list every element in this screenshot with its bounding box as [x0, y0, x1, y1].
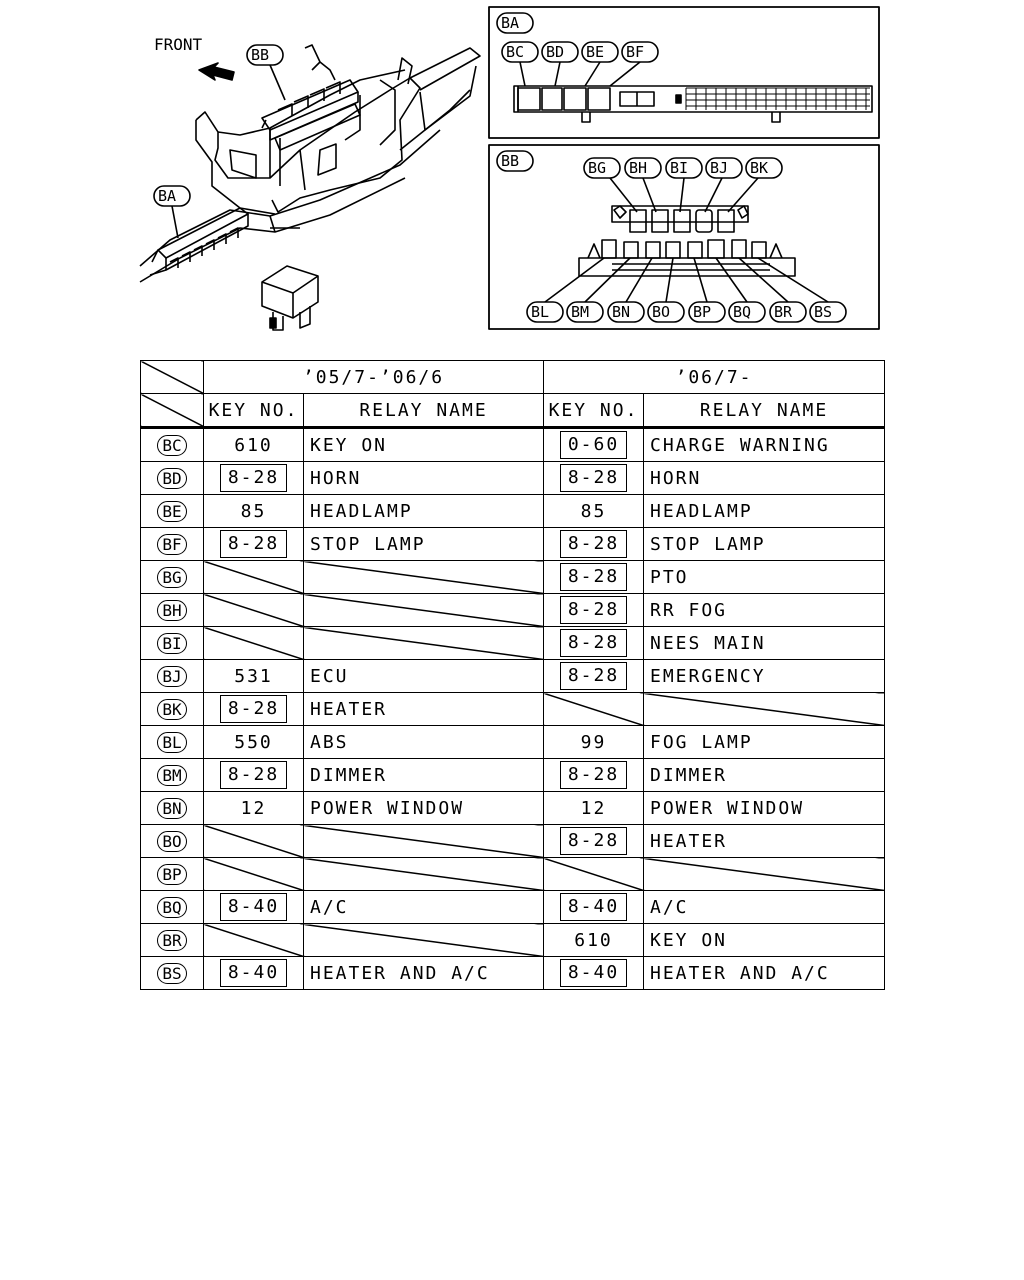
relay-name-cell: HEADLAMP — [304, 495, 544, 528]
relay-name-cell: RR FOG — [644, 594, 885, 627]
key-no-header: KEY NO. — [204, 394, 304, 428]
key-no-cell — [544, 594, 644, 627]
inset-bb-top-callouts — [584, 158, 782, 212]
connector-code-badge: BC — [157, 435, 186, 456]
svg-text:BM: BM — [571, 303, 590, 321]
key-no-value: 8-28 — [560, 530, 627, 558]
svg-text:BJ: BJ — [710, 159, 729, 177]
connector-code-badge: BO — [157, 831, 186, 852]
relay-name-cell — [304, 924, 544, 957]
svg-text:BD: BD — [546, 43, 565, 61]
key-no-cell — [544, 957, 644, 990]
key-no-cell — [544, 858, 644, 891]
relay-name-cell: KEY ON — [644, 924, 885, 957]
key-no-value: 8-28 — [220, 695, 287, 723]
relay-location-diagram — [0, 0, 1024, 345]
relay-name-cell: DIMMER — [304, 759, 544, 792]
inset-ba — [489, 7, 879, 138]
connector-code-cell — [141, 462, 204, 495]
connector-code-cell — [141, 759, 204, 792]
table-row — [141, 462, 885, 495]
inset-bb — [489, 145, 879, 329]
inset-bb-bottom-callouts — [527, 258, 846, 322]
table-row — [141, 528, 885, 561]
front-arrow-icon — [199, 63, 234, 80]
table-row — [141, 792, 885, 825]
callout-ba — [154, 186, 190, 238]
svg-text:BF: BF — [626, 43, 645, 61]
key-no-value: 610 — [234, 434, 273, 456]
key-no-cell — [204, 957, 304, 990]
svg-text:BS: BS — [814, 303, 833, 321]
key-no-cell — [204, 891, 304, 924]
svg-text:BG: BG — [588, 159, 607, 177]
column-header-row — [141, 394, 885, 428]
key-no-cell — [204, 858, 304, 891]
connector-code-badge: BG — [157, 567, 186, 588]
relay-name-cell — [304, 594, 544, 627]
key-no-cell — [204, 462, 304, 495]
svg-text:BI: BI — [670, 159, 689, 177]
relay-name-cell — [644, 858, 885, 891]
table-row — [141, 924, 885, 957]
key-no-cell — [204, 627, 304, 660]
connector-code-badge: BJ — [157, 666, 186, 687]
relay-name-cell: FOG LAMP — [644, 726, 885, 759]
table-row — [141, 561, 885, 594]
key-no-cell — [204, 528, 304, 561]
connector-code-badge: BK — [157, 699, 186, 720]
relay-name-cell: STOP LAMP — [644, 528, 885, 561]
connector-code-badge: BF — [157, 534, 186, 555]
connector-code-badge: BM — [157, 765, 186, 786]
relay-name-cell — [304, 858, 544, 891]
key-no-value: 531 — [234, 665, 273, 687]
key-no-value: 8-28 — [560, 596, 627, 624]
svg-text:BC: BC — [506, 43, 525, 61]
corner-cell — [141, 361, 204, 394]
connector-code-cell — [141, 693, 204, 726]
key-no-cell — [544, 726, 644, 759]
table-row — [141, 957, 885, 990]
relay-unit-drawing — [262, 266, 318, 330]
key-no-cell — [544, 693, 644, 726]
key-no-cell — [204, 561, 304, 594]
connector-code-cell — [141, 792, 204, 825]
connector-code-badge: BN — [157, 798, 186, 819]
key-no-cell — [544, 891, 644, 924]
key-no-value: 8-28 — [560, 761, 627, 789]
key-no-cell — [544, 561, 644, 594]
inset-ba-callouts — [502, 42, 658, 86]
svg-text:BP: BP — [693, 303, 712, 321]
key-no-value: 0-60 — [560, 431, 627, 459]
key-no-value: 8-40 — [220, 959, 287, 987]
relay-name-cell: CHARGE WARNING — [644, 428, 885, 462]
key-no-cell — [204, 759, 304, 792]
relay-name-cell: HEATER — [644, 825, 885, 858]
connector-code-cell — [141, 660, 204, 693]
table-row — [141, 495, 885, 528]
table-row — [141, 693, 885, 726]
table-row — [141, 891, 885, 924]
connector-code-badge: BS — [157, 963, 186, 984]
relay-name-cell: PTO — [644, 561, 885, 594]
key-no-cell — [544, 428, 644, 462]
relay-name-cell: ECU — [304, 660, 544, 693]
connector-code-cell — [141, 428, 204, 462]
vehicle-frame-drawing — [140, 35, 480, 330]
svg-text:BH: BH — [629, 159, 648, 177]
key-no-cell — [544, 825, 644, 858]
key-no-value: 85 — [240, 500, 267, 522]
key-no-cell — [204, 495, 304, 528]
connector-code-cell — [141, 825, 204, 858]
key-no-cell — [204, 924, 304, 957]
period-header-row — [141, 361, 885, 394]
relay-name-cell — [304, 825, 544, 858]
connector-code-cell — [141, 891, 204, 924]
relay-name-cell: HORN — [644, 462, 885, 495]
relay-name-cell — [304, 561, 544, 594]
inset-bb-title: BB — [501, 152, 520, 170]
connector-code-cell — [141, 924, 204, 957]
key-no-value: 8-28 — [220, 761, 287, 789]
key-no-value: 8-28 — [220, 464, 287, 492]
svg-text:BE: BE — [586, 43, 605, 61]
relay-name-cell: A/C — [644, 891, 885, 924]
key-no-cell — [204, 825, 304, 858]
table-row — [141, 726, 885, 759]
key-no-value: 8-28 — [220, 530, 287, 558]
connector-code-badge: BI — [157, 633, 186, 654]
svg-text:BR: BR — [774, 303, 793, 321]
relay-name-cell: DIMMER — [644, 759, 885, 792]
key-no-cell — [544, 495, 644, 528]
key-no-value: 8-28 — [560, 662, 627, 690]
relay-name-header: RELAY NAME — [644, 394, 885, 428]
key-no-value: 8-28 — [560, 563, 627, 591]
key-no-cell — [544, 627, 644, 660]
connector-code-cell — [141, 627, 204, 660]
table-row — [141, 660, 885, 693]
inset-ba-title: BA — [501, 14, 520, 32]
key-no-value: 550 — [234, 731, 273, 753]
connector-code-badge: BH — [157, 600, 186, 621]
key-no-value: 12 — [240, 797, 267, 819]
key-no-header: KEY NO. — [544, 394, 644, 428]
relay-name-cell: ABS — [304, 726, 544, 759]
relay-table — [140, 360, 885, 990]
key-no-cell — [204, 660, 304, 693]
key-no-cell — [204, 594, 304, 627]
relay-name-cell: KEY ON — [304, 428, 544, 462]
relay-name-cell: HORN — [304, 462, 544, 495]
connector-code-cell — [141, 561, 204, 594]
key-no-cell — [544, 660, 644, 693]
svg-text:BL: BL — [531, 303, 550, 321]
callout-bb — [247, 45, 285, 100]
key-no-value: 610 — [574, 929, 613, 951]
connector-code-cell — [141, 858, 204, 891]
relay-name-cell: STOP LAMP — [304, 528, 544, 561]
key-no-value: 8-28 — [560, 827, 627, 855]
relay-name-cell: HEATER AND A/C — [644, 957, 885, 990]
relay-name-cell: POWER WINDOW — [304, 792, 544, 825]
key-no-value: 85 — [580, 500, 607, 522]
key-no-cell — [204, 726, 304, 759]
period-2-header: ’06/7- — [544, 361, 885, 394]
connector-code-badge: BL — [157, 732, 186, 753]
connector-code-cell — [141, 726, 204, 759]
key-no-value: 8-28 — [560, 464, 627, 492]
svg-text:BK: BK — [750, 159, 769, 177]
table-row — [141, 759, 885, 792]
key-no-cell — [544, 462, 644, 495]
key-no-value: 8-40 — [560, 893, 627, 921]
table-row — [141, 858, 885, 891]
svg-text:BA: BA — [158, 187, 177, 205]
key-no-cell — [544, 792, 644, 825]
connector-code-cell — [141, 528, 204, 561]
relay-name-cell — [304, 627, 544, 660]
relay-name-cell: HEATER AND A/C — [304, 957, 544, 990]
period-1-header: ’05/7-’06/6 — [204, 361, 544, 394]
key-no-value: 8-28 — [560, 629, 627, 657]
table-row — [141, 594, 885, 627]
svg-text:BN: BN — [612, 303, 631, 321]
connector-code-cell — [141, 594, 204, 627]
key-no-value: 8-40 — [220, 893, 287, 921]
corner-cell — [141, 394, 204, 428]
connector-code-badge: BD — [157, 468, 186, 489]
relay-name-cell: HEADLAMP — [644, 495, 885, 528]
table-row — [141, 428, 885, 462]
key-no-cell — [544, 924, 644, 957]
connector-code-badge: BQ — [157, 897, 186, 918]
key-no-cell — [204, 693, 304, 726]
key-no-value: 8-40 — [560, 959, 627, 987]
relay-name-cell — [644, 693, 885, 726]
relay-name-header: RELAY NAME — [304, 394, 544, 428]
relay-name-cell: NEES MAIN — [644, 627, 885, 660]
connector-code-badge: BP — [157, 864, 186, 885]
connector-code-cell — [141, 495, 204, 528]
connector-code-cell — [141, 957, 204, 990]
table-row — [141, 627, 885, 660]
relay-name-cell: POWER WINDOW — [644, 792, 885, 825]
relay-name-cell: A/C — [304, 891, 544, 924]
front-label: FRONT — [154, 35, 203, 54]
svg-text:BQ: BQ — [733, 303, 752, 321]
key-no-cell — [544, 528, 644, 561]
key-no-value: 12 — [580, 797, 607, 819]
connector-code-badge: BR — [157, 930, 186, 951]
relay-name-cell: HEATER — [304, 693, 544, 726]
svg-text:BB: BB — [251, 46, 270, 64]
key-no-cell — [204, 792, 304, 825]
connector-code-badge: BE — [157, 501, 186, 522]
svg-text:BO: BO — [652, 303, 671, 321]
key-no-cell — [204, 428, 304, 462]
table-row — [141, 825, 885, 858]
key-no-cell — [544, 759, 644, 792]
relay-name-cell: EMERGENCY — [644, 660, 885, 693]
key-no-value: 99 — [580, 731, 607, 753]
